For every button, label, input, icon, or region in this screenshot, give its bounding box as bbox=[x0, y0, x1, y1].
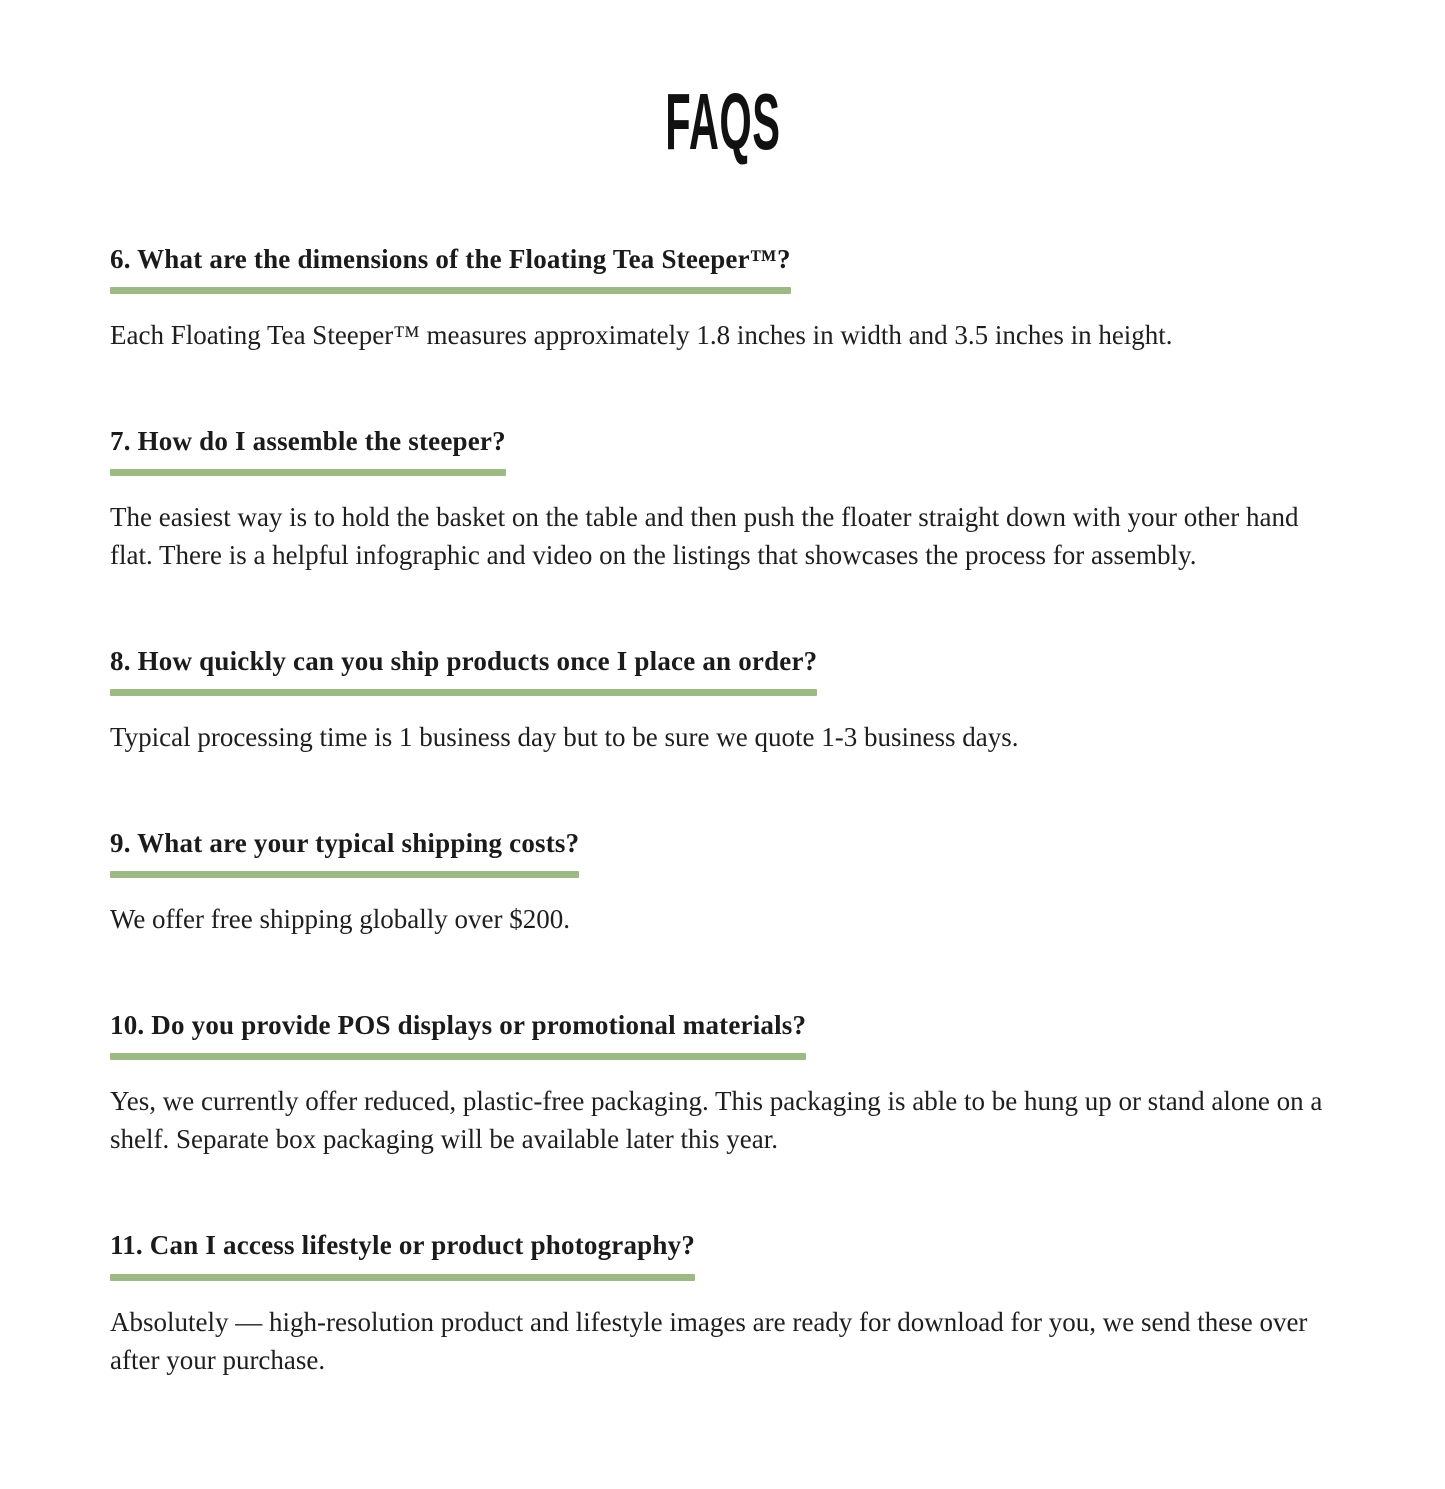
faq-question: 6. What are the dimensions of the Floating Tea Steeper™? bbox=[110, 244, 791, 274]
faq-item-6 bbox=[110, 242, 1335, 354]
question-underline-divider bbox=[110, 689, 817, 696]
faq-item-11 bbox=[110, 1228, 1335, 1378]
page-title-text: FAQS bbox=[664, 77, 781, 166]
question-underline-divider bbox=[110, 871, 579, 878]
faq-question-block bbox=[110, 1008, 806, 1060]
faq-question-block bbox=[110, 242, 791, 294]
faq-question-block bbox=[110, 644, 817, 696]
question-underline-divider bbox=[110, 287, 791, 294]
faq-question: 11. Can I access lifestyle or product photography? bbox=[110, 1230, 696, 1261]
faq-item-7 bbox=[110, 424, 1335, 574]
faq-answer: The easiest way is to hold the basket on the table and then push the floater straight down with your other hand flat. There is a helpful infographic and video on the listings that showcases the process for assembly. bbox=[110, 502, 1299, 571]
faq-answer: Absolutely — high-resolution product and lifestyle images are ready for download for you, we send these over after your purchase. bbox=[110, 1306, 1308, 1375]
question-underline-divider bbox=[110, 469, 506, 476]
faq-question-block bbox=[110, 1228, 695, 1280]
faq-question: 10. Do you provide POS displays or promotional materials? bbox=[110, 1010, 807, 1041]
faq-list bbox=[110, 242, 1335, 1379]
question-underline-divider bbox=[110, 1274, 695, 1281]
faq-answer: Each Floating Tea Steeper™ measures approximately 1.8 inches in width and 3.5 inches in height. bbox=[110, 320, 1173, 351]
page-title bbox=[110, 77, 1335, 166]
faq-question: 9. What are your typical shipping costs? bbox=[110, 828, 580, 859]
faq-item-8 bbox=[110, 644, 1335, 756]
page-header bbox=[110, 77, 1335, 166]
faq-question: 8. How quickly can you ship products once I place an order? bbox=[110, 646, 818, 677]
faq-answer: We offer free shipping globally over $200. bbox=[110, 904, 570, 935]
faq-question: 7. How do I assemble the steeper? bbox=[110, 426, 506, 457]
faq-question-block bbox=[110, 424, 506, 476]
faq-item-10 bbox=[110, 1008, 1335, 1158]
faq-item-9 bbox=[110, 826, 1335, 938]
faq-answer: Yes, we currently offer reduced, plastic-free packaging. This packaging is able to be hung up or stand alone on a shelf. Separate box packaging will be available later this year. bbox=[110, 1086, 1323, 1155]
faq-question-block bbox=[110, 826, 579, 878]
question-underline-divider bbox=[110, 1053, 806, 1060]
faq-answer: Typical processing time is 1 business day but to be sure we quote 1-3 business days. bbox=[110, 722, 1019, 753]
